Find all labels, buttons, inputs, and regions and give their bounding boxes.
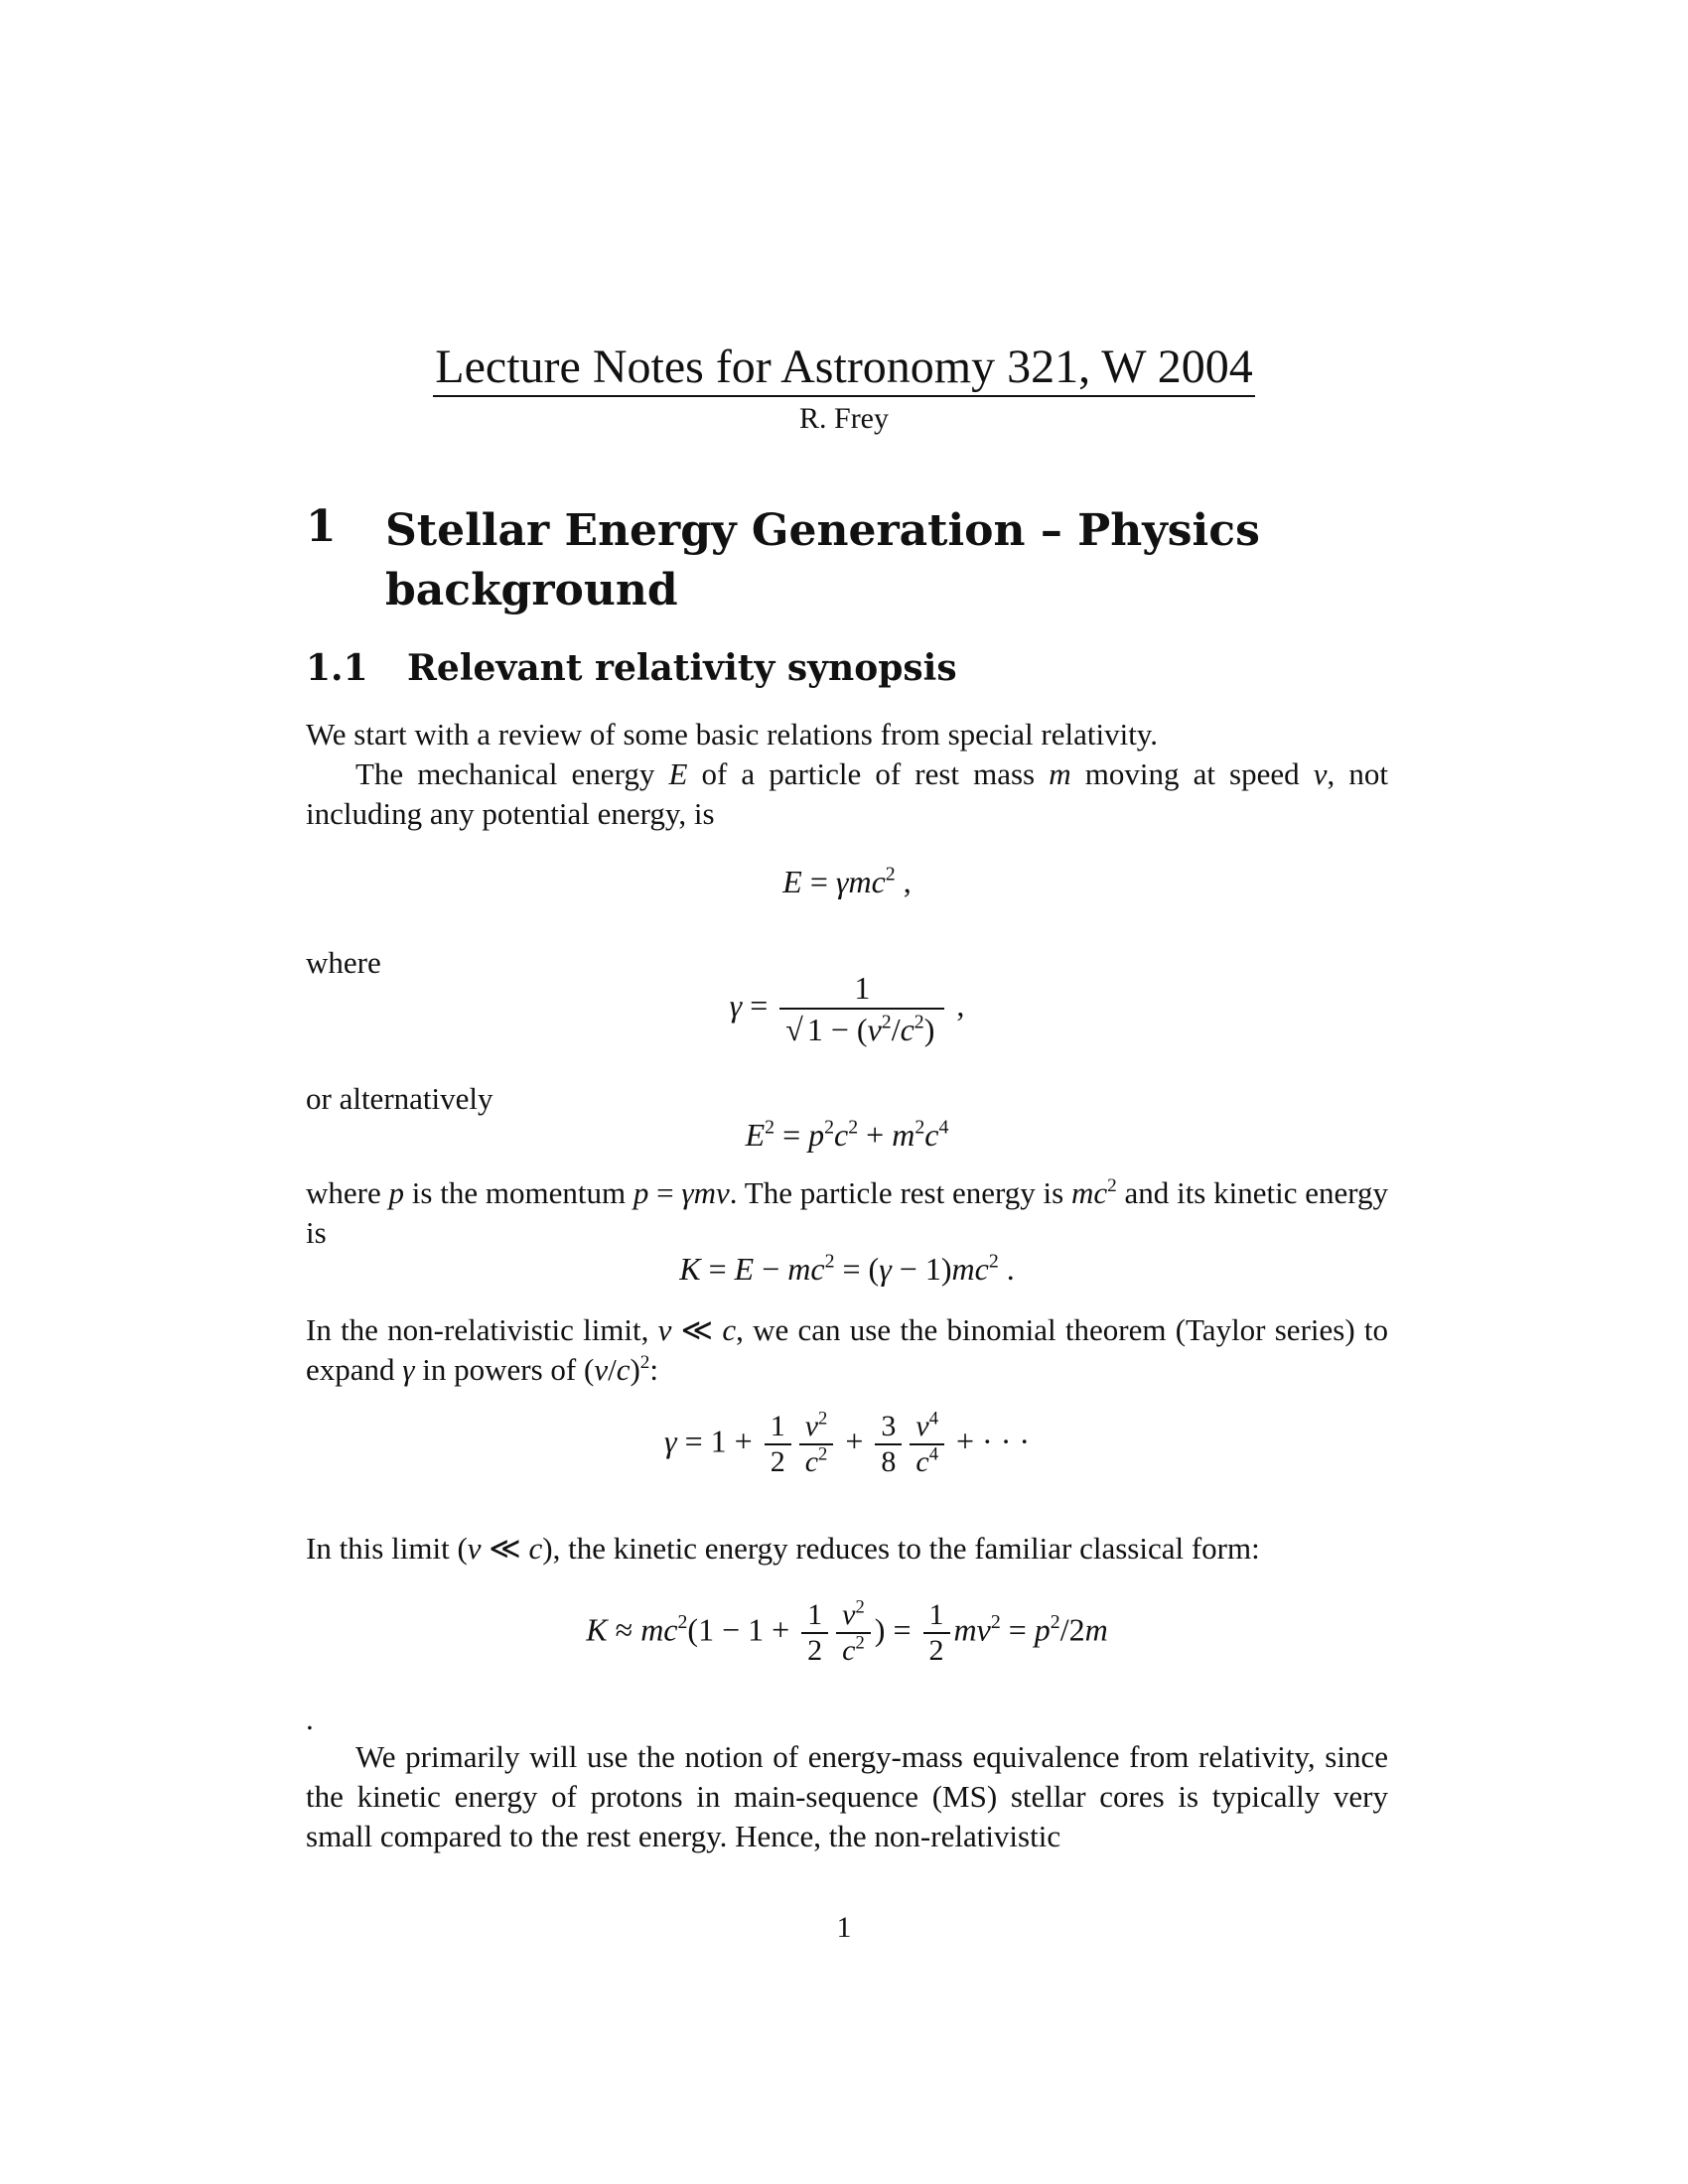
text-where: where: [306, 945, 381, 980]
equation-classical-kinetic: $K \approx mc^2(1 - 1$ + $\frac{1}{2}$ $\frac{v^2}{c^2}$ ) = $\frac{1}{2}$ $mv^2 = p^2/2m$: [586, 1596, 1108, 1667]
stray-period: .: [306, 1702, 314, 1736]
section-number: 1: [306, 501, 337, 552]
subsection-number: 1.1: [306, 647, 368, 689]
paragraph-equivalence: We primarily will use the notion of energy-mass equivalence from relativity, since the kinetic energy of protons in main-sequence (MS) stellar cores is typically very small compared to the rest energy. Hence, the non-relativistic: [306, 1739, 1388, 1853]
equation-energy-momentum: $E^2 = p^2c^2 + m^2c^4$: [745, 1116, 949, 1153]
paragraph-momentum: where p is the momentum p = γmv. The particle rest energy is $mc^2$ and its kinetic energy is: [306, 1175, 1389, 1250]
equation-gamma: γ = $\frac{1}{√ 1 - (v^2/c^2)}$ ,: [729, 970, 965, 1047]
text-alternatively: or alternatively: [306, 1081, 493, 1116]
equation-kinetic: $K = E - mc^2 = (\gamma - 1)mc^2$ .: [679, 1250, 1015, 1287]
paragraph-energy: The mechanical energy E of a particle of rest mass m moving at speed v, not including any potential energy, is: [306, 756, 1389, 831]
author: R. Frey: [799, 402, 889, 435]
paragraph-intro: We start with a review of some basic relations from special relativity.: [306, 717, 1159, 751]
equation-taylor: γ = 1 + $\frac{1}{2}$ $\frac{v^2}{c^2}$ + $\frac{3}{8}$ $\frac{v^4}{c^4}$ + · · ·: [663, 1408, 1030, 1478]
subsection-title: Relevant relativity synopsis: [407, 647, 957, 689]
paragraph-nonrelativistic: In the non-relativistic limit, v ≪ c, we can use the binomial theorem (Taylor series) to expand γ in powers of $(v/c)^2$:: [306, 1312, 1389, 1387]
page-number: 1: [836, 1911, 852, 1944]
section-title: Stellar Energy Generation – Physics background: [385, 505, 1260, 615]
document-title: Lecture Notes for Astronomy 321, W 2004: [0, 338, 1688, 397]
equation-energy: E = γmc$^2$ ,: [782, 863, 912, 899]
paragraph-classical: In this limit (v ≪ c), the kinetic energy reduces to the familiar classical form:: [306, 1531, 1260, 1566]
